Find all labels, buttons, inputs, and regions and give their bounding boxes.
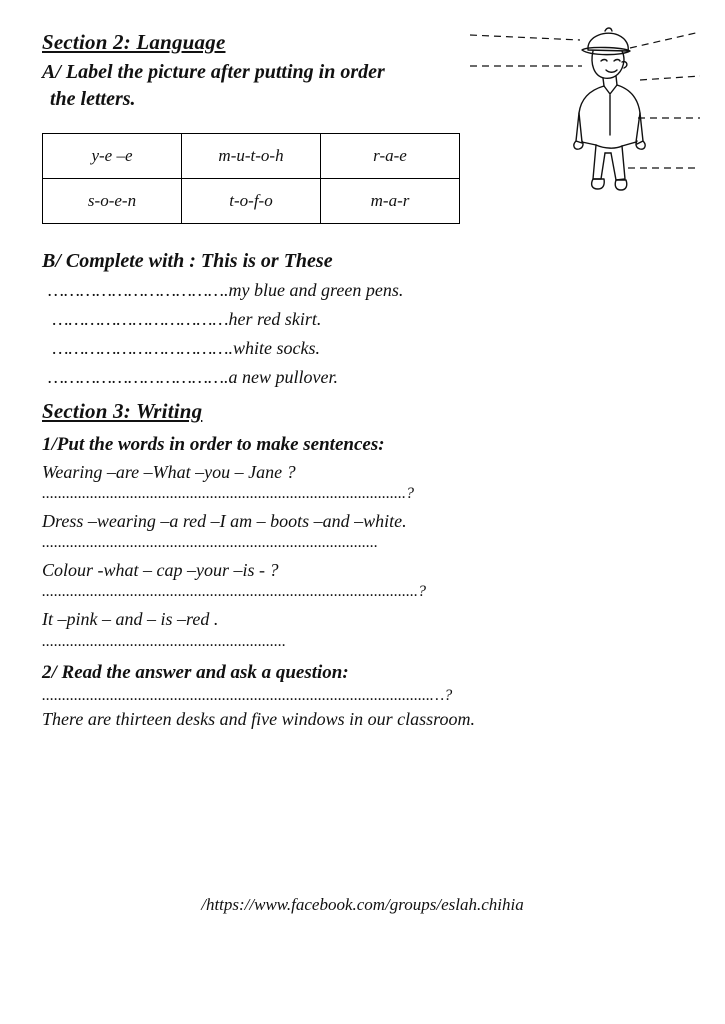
task-1-answer-line: ..............................................................................................? [42,583,426,601]
scrambled-letters-table [42,133,460,224]
task-1-sentence: It –pink – and – is –red . [42,609,219,630]
task-1-sentence: Wearing –are –What –you – Jane ? [42,462,296,482]
task-1-heading: 1/Put the words in order to make sentences: [42,434,385,455]
task-1-answer-line: .................................................................................... [42,534,378,552]
task-1-sentence: Dress –wearing –a red –I am – boots –and –white. [42,511,407,532]
letters-cell: m-u-t-o-h [182,134,321,179]
task-b-item: ……………………………her red skirt. [48,309,322,329]
task-a-line-2: the letters. [50,88,136,110]
task-1-answer-line: ...........................................................................................? [42,485,414,503]
task-b-item: …………………………….white socks. [48,338,321,358]
footer-link[interactable]: /https://www.facebook.com/groups/eslah.chihia [201,895,524,914]
letters-cell: r-a-e [321,134,460,179]
task-1-sentence: Colour -what – cap –your –is - ? [42,560,279,581]
section-3-heading: Section 3: Writing [42,399,203,423]
task-b-item: …………………………….my blue and green pens. [48,280,404,300]
task-a-line-1: A/ Label the picture after putting in order [42,61,385,83]
worksheet-content [42,30,662,730]
table-row [43,134,460,179]
task-1-answer-line: ............................................................. [42,632,286,650]
table-row [43,179,460,224]
section-2-heading: Section 2: Language [42,30,226,54]
letters-cell: y-e –e [43,134,182,179]
task-2-answer: There are thirteen desks and five windows in our classroom. [42,709,475,730]
task-2-heading: 2/ Read the answer and ask a question: [42,662,349,684]
task-b-item: …………………………….a new pullover. [48,367,339,387]
letters-cell: s-o-e-n [43,179,182,224]
task-2-question-line: .................................................................................................…? [42,687,453,705]
letters-cell: m-a-r [321,179,460,224]
task-b-heading: B/ Complete with : This is or These [42,250,333,272]
letters-cell: t-o-f-o [182,179,321,224]
